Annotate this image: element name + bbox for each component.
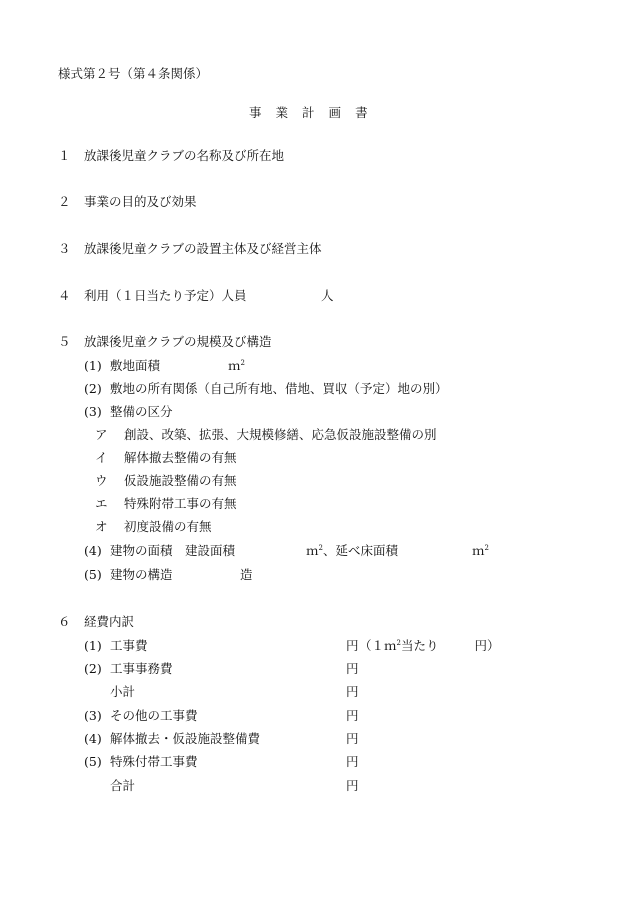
cost-row-label: 工事事務費 bbox=[110, 661, 173, 676]
title-char: 事 bbox=[249, 105, 262, 120]
cost-row-unit: 円 bbox=[346, 638, 359, 653]
section-1-heading: 放課後児童クラブの名称及び所在地 bbox=[84, 148, 285, 163]
section-3-number: ３ bbox=[58, 241, 71, 256]
cost-row-unit: 円 bbox=[346, 661, 359, 676]
section-3-heading: 放課後児童クラブの設置主体及び経営主体 bbox=[84, 241, 322, 256]
cost-per-sqm-note: （１ｍ$^2$当たり 円） bbox=[359, 638, 500, 653]
item-number: (1) bbox=[84, 358, 102, 373]
building-structure-unit: 造 bbox=[240, 567, 253, 582]
floor-area-unit: ｍ$^2$ bbox=[472, 543, 489, 558]
cost-row-unit: 円 bbox=[346, 778, 359, 793]
form-number: 様式第２号（第４条関係） bbox=[58, 66, 209, 81]
section-4-unit: 人 bbox=[321, 288, 334, 303]
section-5-number: ５ bbox=[58, 334, 71, 349]
sub-item-mark: イ bbox=[95, 450, 108, 465]
cost-row-label: 合計 bbox=[110, 778, 136, 793]
section-1-number: １ bbox=[58, 148, 71, 163]
cost-row-number: (1) bbox=[84, 638, 102, 653]
sub-item-text: 初度設備の有無 bbox=[124, 519, 212, 534]
cost-row-unit: 円 bbox=[346, 754, 359, 769]
sub-item-text: 創設、改築、拡張、大規模修繕、応急仮設施設整備の別 bbox=[124, 427, 437, 442]
section-4-heading: 利用（１日当たり予定）人員 bbox=[84, 288, 247, 303]
cost-row-label: 特殊付帯工事費 bbox=[110, 754, 198, 769]
site-area-label: 敷地面積 bbox=[110, 358, 161, 373]
cost-row-label: 小計 bbox=[110, 684, 136, 699]
section-6-number: ６ bbox=[58, 614, 71, 629]
building-structure-label: 建物の構造 bbox=[110, 567, 173, 582]
development-category-label: 整備の区分 bbox=[110, 404, 173, 419]
sub-item-text: 仮設施設整備の有無 bbox=[124, 473, 237, 488]
building-area-label: 建物の面積 建設面積 bbox=[110, 543, 236, 558]
sub-item-mark: ウ bbox=[95, 473, 108, 488]
section-2-heading: 事業の目的及び効果 bbox=[84, 194, 197, 209]
site-area-unit: ｍ$^2$ bbox=[228, 358, 245, 373]
section-4-number: ４ bbox=[58, 288, 71, 303]
site-ownership-label: 敷地の所有関係（自己所有地、借地、買収（予定）地の別） bbox=[110, 381, 448, 396]
section-5-heading: 放課後児童クラブの規模及び構造 bbox=[84, 334, 272, 349]
section-2-number: ２ bbox=[58, 194, 71, 209]
item-number: (4) bbox=[84, 543, 102, 558]
title-char: 計 bbox=[302, 105, 315, 120]
section-6-heading: 経費内訳 bbox=[84, 614, 135, 629]
cost-row-number: (3) bbox=[84, 708, 102, 723]
cost-row-unit: 円 bbox=[346, 708, 359, 723]
title-char: 画 bbox=[328, 105, 342, 120]
title-char: 書 bbox=[355, 105, 368, 120]
sub-item-mark: エ bbox=[95, 496, 108, 511]
cost-row-label: 解体撤去・仮設施設整備費 bbox=[110, 731, 261, 746]
sub-item-mark: オ bbox=[95, 519, 108, 534]
cost-row-label: 工事費 bbox=[110, 638, 148, 653]
item-number: (3) bbox=[84, 404, 102, 419]
item-number: (2) bbox=[84, 381, 102, 396]
title-char: 業 bbox=[275, 105, 289, 120]
cost-row-number: (5) bbox=[84, 754, 102, 769]
cost-row-number: (4) bbox=[84, 731, 102, 746]
item-number: (5) bbox=[84, 567, 102, 582]
sub-item-text: 特殊附帯工事の有無 bbox=[124, 496, 237, 511]
building-area-unit: ｍ$^2$、延べ床面積 bbox=[306, 543, 398, 558]
cost-row-number: (2) bbox=[84, 661, 102, 676]
cost-row-label: その他の工事費 bbox=[110, 708, 198, 723]
sub-item-text: 解体撤去整備の有無 bbox=[124, 450, 237, 465]
document-title bbox=[249, 107, 368, 120]
sub-item-mark: ア bbox=[95, 427, 108, 442]
cost-row-unit: 円 bbox=[346, 684, 359, 699]
cost-row-unit: 円 bbox=[346, 731, 359, 746]
